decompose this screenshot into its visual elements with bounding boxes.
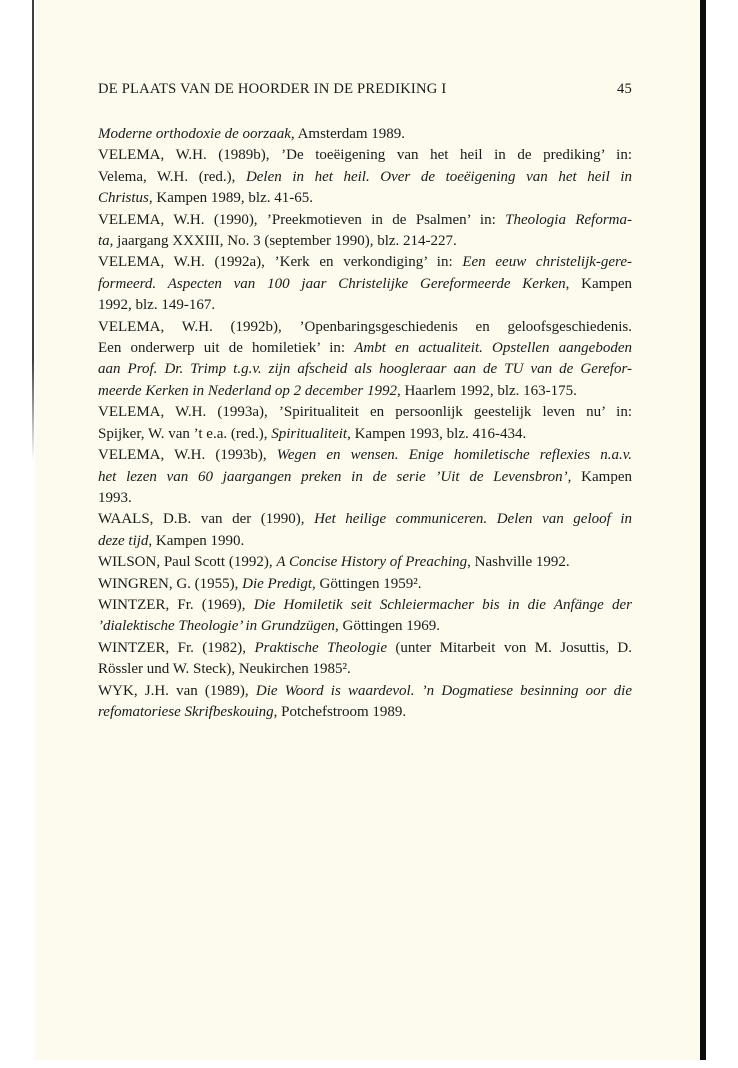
bibliography-line (98, 145, 632, 166)
roman-text: VELEMA, W.H. (1990), ’Preekmotieven in de Psalmen’ in: (98, 211, 506, 228)
bibliography-line (98, 124, 632, 145)
running-title: DE PLAATS VAN DE HOORDER IN DE PREDIKING I (98, 81, 447, 97)
bibliography-entry (98, 445, 632, 509)
bibliography-entry (98, 210, 632, 253)
italic-text: het lezen van 60 jaargangen preken in de serie ’Uit de Levensbron’ (98, 468, 568, 485)
roman-text: WILSON, Paul Scott (1992), (98, 554, 277, 571)
roman-text: , Kampen 1993, blz. 416-434. (347, 425, 527, 442)
spine-shadow-line (32, 0, 34, 460)
italic-text: Moderne orthodoxie de oorzaak (98, 126, 291, 142)
page-number: 45 (617, 81, 632, 97)
roman-text: Een onderwerp uit de homiletiek’ in: (98, 340, 355, 357)
bibliography-line (98, 702, 632, 723)
bibliography-line (98, 359, 632, 380)
bibliography-line (98, 552, 632, 573)
bibliography-line (98, 317, 632, 338)
roman-text: , Potchefstroom 1989. (273, 703, 407, 720)
bibliography-line (98, 424, 632, 445)
bibliography-entry (98, 574, 632, 595)
bibliography-line (98, 231, 632, 252)
roman-text: WINGREN, G. (1955), (98, 575, 243, 592)
italic-text: Spiritualiteit (271, 425, 348, 442)
italic-text: Een eeuw christelijk-gere- (462, 254, 632, 271)
bibliography-entry (98, 552, 632, 573)
bibliography-line (98, 659, 632, 680)
roman-text: Spijker, W. van ’t e.a. (red.), (98, 425, 272, 442)
italic-text: Christus (98, 190, 149, 207)
italic-text: Praktische Theologie (254, 639, 387, 656)
bibliography-line (98, 531, 632, 552)
italic-text: Het heilige communiceren. Delen van geloof in (314, 511, 632, 528)
roman-text: , Kampen (565, 275, 632, 292)
italic-text: aan Prof. Dr. Trimp t.g.v. zijn afscheid als hoogleraar aan de TU van de Gerefor- (98, 361, 632, 378)
roman-text: Rössler und W. Steck), Neukirchen 1985². (98, 661, 351, 678)
bibliography-entry (98, 317, 632, 403)
bibliography-line (98, 467, 632, 488)
italic-text: deze tijd (98, 532, 149, 549)
bibliography-line (98, 274, 632, 295)
bibliography-line (98, 616, 632, 637)
bibliography-entry (98, 509, 632, 552)
bibliography-line (98, 188, 632, 209)
bibliography-entry (98, 252, 632, 316)
bibliography-entry (98, 595, 632, 638)
bibliography-line (98, 509, 632, 530)
roman-text: VELEMA, W.H. (1992a), ’Kerk en verkondiging’ in: (98, 254, 463, 271)
roman-text: , Nashville 1992. (467, 554, 570, 571)
roman-text: WAALS, D.B. van der (1990), (98, 511, 315, 528)
italic-text: Ambt en actualiteit. Opstellen aangeboden (354, 340, 632, 357)
bibliography-line (98, 445, 632, 466)
bibliography-entry (98, 681, 632, 724)
italic-text: ta (98, 233, 110, 250)
italic-text: refomatoriese Skrifbeskouing (98, 703, 274, 720)
bibliography-line (98, 595, 632, 616)
bibliography-line (98, 402, 632, 423)
italic-text: Die Predigt (242, 575, 312, 592)
bibliography-line (98, 488, 632, 509)
bibliography-line (98, 381, 632, 402)
roman-text: , Kampen 1989, blz. 41-65. (148, 190, 313, 207)
roman-text: 1992, blz. 149-167. (98, 297, 216, 314)
italic-text: Wegen en wensen. Enige homiletische reflexies n.a.v. (276, 447, 632, 464)
roman-text: , Kampen 1990. (148, 532, 245, 549)
italic-text: Die Homiletik seit Schleiermacher bis in die Anfänge der (253, 596, 632, 613)
page-edge-bar (700, 0, 706, 1060)
roman-text: VELEMA, W.H. (1993a), ’Spiritualiteit en persoonlijk geestelijk leven nu’ in: (98, 404, 632, 421)
bibliography-entry (98, 638, 632, 681)
roman-text: 1993. (98, 489, 132, 506)
italic-text: Die Woord is waardevol. ’n Dogmatiese besinning oor die (255, 682, 632, 699)
bibliography-line (98, 167, 632, 188)
italic-text: ’dialektische Theologie’ in Grundzügen (98, 618, 336, 635)
roman-text: VELEMA, W.H. (1993b), (98, 447, 277, 464)
roman-text: , Göttingen 1969. (335, 618, 441, 635)
bibliography-entry (98, 402, 632, 445)
italic-text: Theologia Reforma- (505, 211, 632, 228)
bibliography-line (98, 210, 632, 231)
roman-text: (unter Mitarbeit von M. Josuttis, D. (387, 639, 632, 656)
roman-text: , jaargang XXXIII, No. 3 (september 1990), blz. 214-227. (109, 233, 457, 250)
bibliography-line (98, 252, 632, 273)
roman-text: WINTZER, Fr. (1982), (98, 639, 255, 656)
italic-text: meerde Kerken in Nederland op 2 december 1992 (98, 382, 397, 399)
roman-text: , Göttingen 1959². (311, 575, 422, 592)
bibliography-list (98, 124, 632, 723)
bibliography-line (98, 295, 632, 316)
roman-text: VELEMA, W.H. (1992b), ’Openbaringsgeschiedenis en geloofsgeschiedenis. (98, 318, 632, 335)
italic-text: formeerd. Aspecten van 100 jaar Christelijke Gereformeerde Kerken (98, 275, 566, 292)
bibliography-entry (98, 124, 632, 145)
italic-text: A Concise History of Preaching (276, 554, 468, 571)
roman-text: , Amsterdam 1989. (290, 126, 406, 142)
roman-text: WINTZER, Fr. (1969), (98, 596, 254, 613)
italic-text: Delen in het heil. Over de toeëigening van het heil in (245, 168, 632, 185)
bibliography-line (98, 338, 632, 359)
roman-text: Velema, W.H. (red.), (98, 168, 246, 185)
bibliography-line (98, 681, 632, 702)
page-header (98, 80, 632, 98)
bibliography-line (98, 574, 632, 595)
roman-text: , Haarlem 1992, blz. 163-175. (396, 382, 577, 399)
page-content (98, 80, 632, 723)
bibliography-line (98, 638, 632, 659)
roman-text: , Kampen (567, 468, 632, 485)
roman-text: WYK, J.H. van (1989), (98, 682, 256, 699)
roman-text: VELEMA, W.H. (1989b), ’De toeëigening van het heil in de prediking’ in: (98, 147, 632, 164)
bibliography-entry (98, 145, 632, 209)
